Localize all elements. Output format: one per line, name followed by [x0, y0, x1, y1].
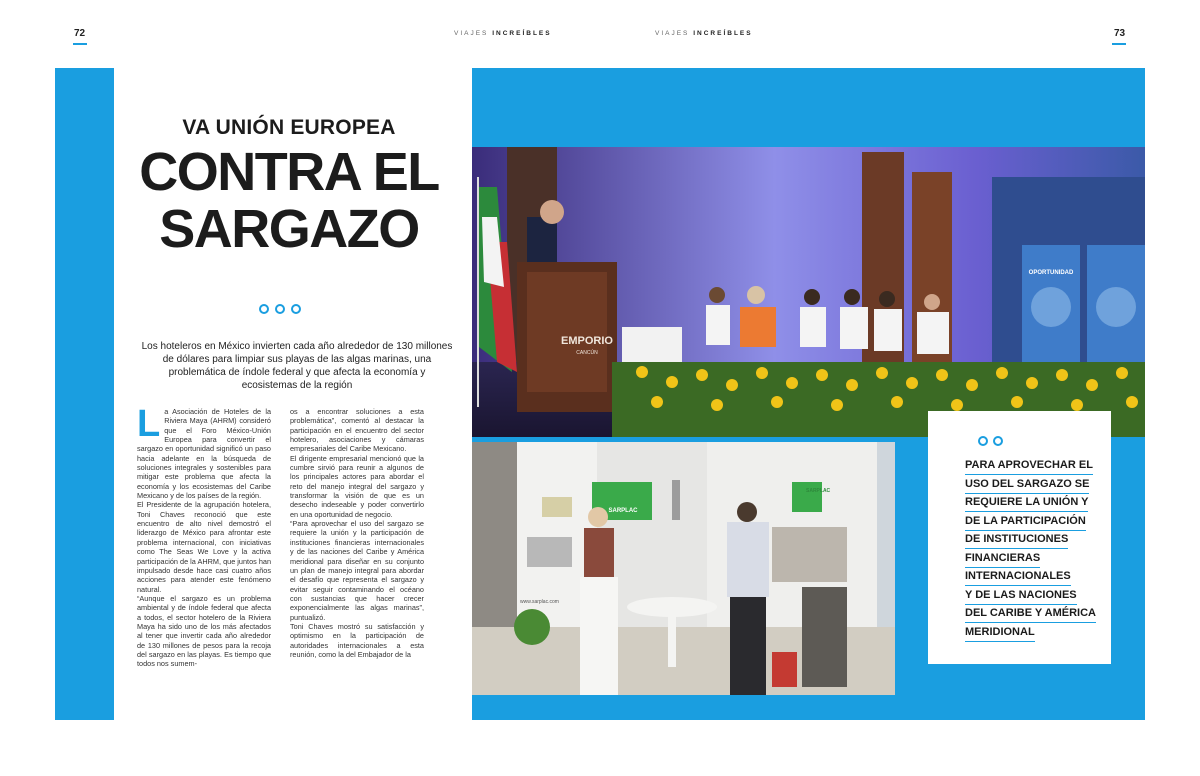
booth-photo-illustration [472, 442, 895, 695]
pull-quote-line: DE INSTITUCIONES [965, 533, 1068, 549]
article-kicker: VA UNIÓN EUROPEA [182, 116, 396, 139]
left-page-number-underline [73, 43, 87, 45]
circle-icon [993, 436, 1003, 446]
pull-quote-line: DE LA PARTICIPACIÓN [965, 515, 1086, 531]
podium-sublabel: CANCÚN [576, 350, 598, 356]
circle-icon [259, 304, 269, 314]
paragraph: Toni Chaves mostró su satisfacción y optimismo en la participación de autoridades internacionales a esta reunión, como la del Embajador de la [290, 621, 424, 659]
pull-quote-line: REQUIERE LA UNIÓN Y [965, 496, 1088, 512]
pull-quote-line: DEL CARIBE Y AMÉRICA [965, 607, 1096, 623]
booth-brand-sign: SARPLAC [608, 508, 638, 514]
left-accent-strip [55, 68, 114, 720]
pull-quote-line: Y DE LAS NACIONES [965, 589, 1077, 605]
running-head-bold: INCREÍBLES [693, 30, 753, 37]
running-head-bold: INCREÍBLES [492, 30, 552, 37]
paragraph: a Asociación de Hoteles de la Riviera Maya (AHRM) consideró que el Foro México-Unión Europea para convertir el sargazo en oportunidad significó un paso hacia adelante en la búsqueda de soluciones integrales y sostenibles para mitigar este problema que afecta la economía y los ecosistemas del Caribe Mexicano y de los países de la región. [137, 407, 271, 501]
banner-label: OPORTUNIDAD [1028, 270, 1074, 276]
paragraph: os a encontrar soluciones a esta problemática”, comentó al destacar la participación en el encuentro del sector hotelero, asociaciones y cámaras empresariales del Caribe Mexicano. [290, 407, 424, 454]
pull-quote-text [965, 459, 1105, 644]
pull-quote-line: MERIDIONAL [965, 626, 1035, 642]
article-headline-line1: CONTRA EL [139, 142, 439, 202]
pull-quote-line: PARA APROVECHAR EL [965, 459, 1093, 475]
left-running-head [454, 30, 552, 37]
booth-url: www.sarplac.com [520, 599, 559, 605]
article-column-1 [137, 407, 271, 677]
drop-cap: L [137, 407, 161, 445]
booth-photo [472, 442, 895, 695]
right-page-number: 73 [1114, 28, 1126, 39]
podium-label: EMPORIO [561, 335, 613, 347]
article-headline-line2: SARGAZO [159, 199, 419, 259]
running-head-light: VIAJES [454, 30, 489, 37]
right-running-head [655, 30, 753, 37]
pull-quote-dots [978, 436, 1003, 446]
booth-brand-wall: SARPLAC [806, 488, 831, 494]
article-column-2 [290, 407, 424, 677]
stage-photo [472, 147, 1145, 437]
article-lede: Los hoteleros en México invierten cada año alrededor de 130 millones de dólares para limpiar sus playas de las algas marinas, una problemática de índole federal y que afecta la economía y ecosistemas de la región [141, 341, 453, 391]
paragraph: “Para aprovechar el uso del sargazo se requiere la unión y la participación de instituciones financieras internacionales y de las naciones del Caribe y América meridional para diseñar en su conjunto un plan de manejo integral para abordar el desafío que representa el sargazo y evitar seguir contaminando el océano con sustancias que hacer crecer exponencialmente las algas marinas”, puntualizó. [290, 519, 424, 622]
pull-quote-line: FINANCIERAS [965, 552, 1040, 568]
circle-icon [275, 304, 285, 314]
paragraph: El dirigente empresarial mencionó que la cumbre sirvió para reunir a algunos de los principales actores para abordar el reto del manejo integral del sargazo y transformar la visión de que es un desecho indeseable y poder convertirlo en una oportunidad de negocio. [290, 453, 424, 519]
paragraph: “Aunque el sargazo es un problema ambiental y de índole federal que afecta a todos, el sector hotelero de la Riviera Maya ha sido uno de los más afectados al tener que invertir cada año alrededor de 130 millones de pesos para la recoja del sargazo en las playas. Es tiempo que todos nos sumem- [137, 593, 271, 669]
decorative-dots [259, 304, 301, 314]
circle-icon [291, 304, 301, 314]
stage-photo-illustration [472, 147, 1145, 437]
right-page-number-underline [1112, 43, 1126, 45]
pull-quote-line: USO DEL SARGAZO SE [965, 478, 1089, 494]
circle-icon [978, 436, 988, 446]
pull-quote-line: INTERNACIONALES [965, 570, 1071, 586]
left-page-number: 72 [74, 28, 86, 39]
paragraph: El Presidente de la agrupación hotelera, Toni Chaves reconoció que este encuentro de alto nivel demostró el liderazgo de México para afrontar este problema internacional, con iniciativas como The Seas We Love y la activa participación de la AHRM, que juntos han impulsado desde hace casi cuatro años acciones para atender este fenómeno natural. [137, 500, 271, 594]
pull-quote-card [928, 411, 1111, 664]
running-head-light: VIAJES [655, 30, 690, 37]
